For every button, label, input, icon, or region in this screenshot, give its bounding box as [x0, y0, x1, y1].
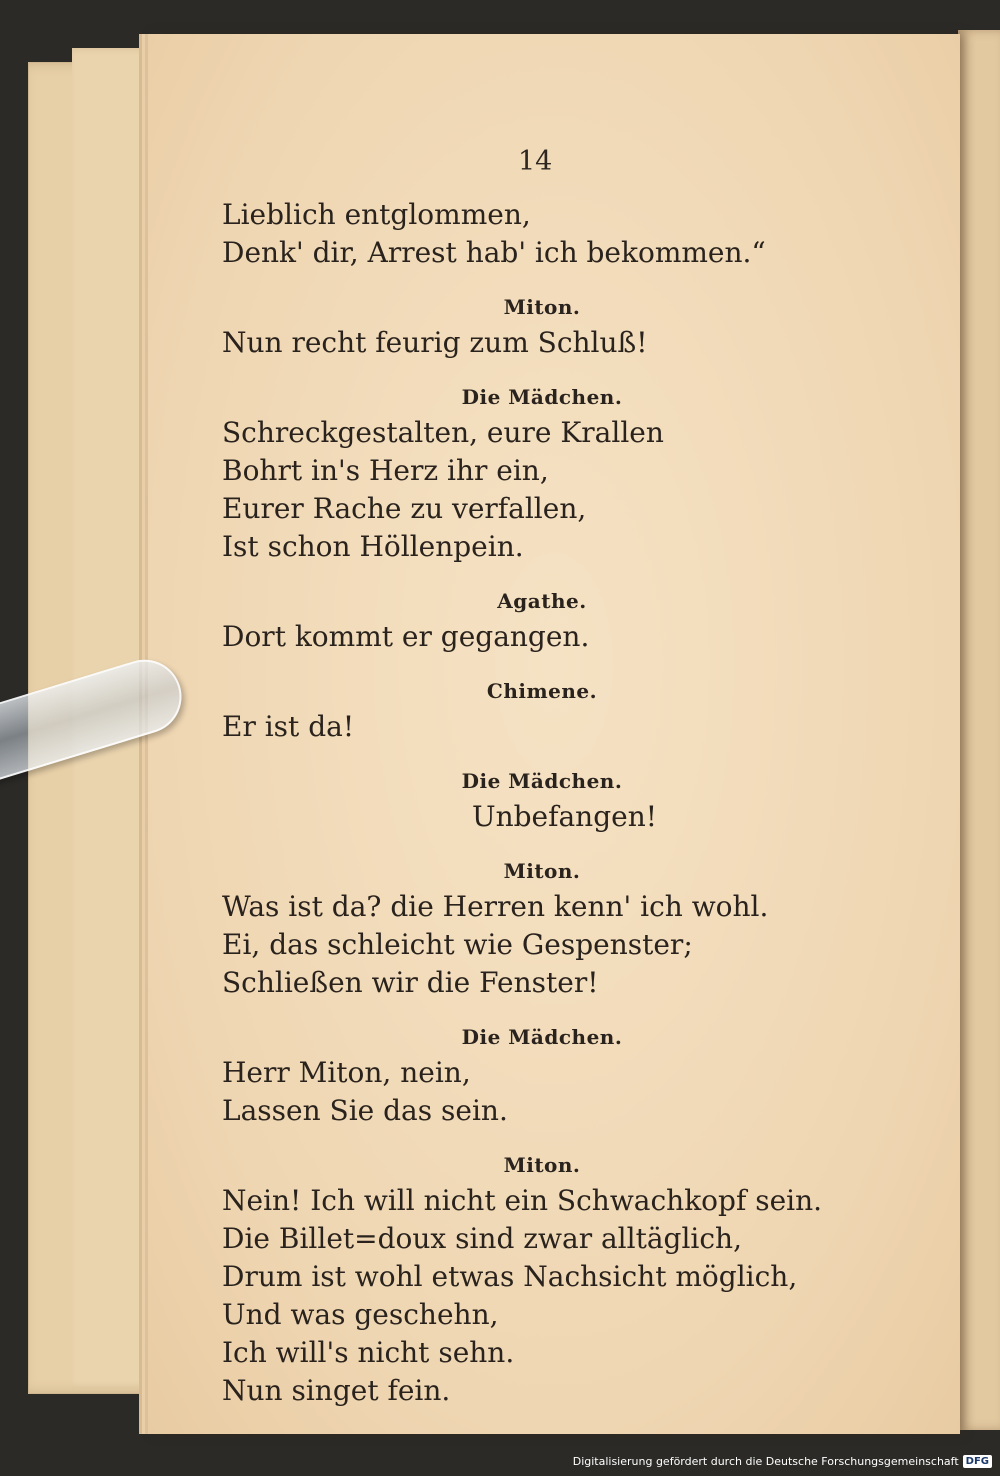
verse-line: Ei, das schleicht wie Gespenster;: [222, 928, 693, 961]
verse-line: Eurer Rache zu verfallen,: [222, 492, 587, 525]
verse-line: Unbefangen!: [472, 800, 657, 833]
spacer: [222, 272, 862, 286]
spacer: [222, 362, 862, 376]
verse-line: Lieblich entglommen,: [222, 198, 531, 231]
verse-line: Schließen wir die Fenster!: [222, 966, 599, 999]
funding-credit: Digitalisierung gefördert durch die Deutsche Forschungsgemeinschaft: [572, 1454, 959, 1468]
verse-line: Herr Miton, nein,: [222, 1056, 471, 1089]
spacer: [222, 746, 862, 760]
verse-line: Und was geschehn,: [222, 1298, 499, 1331]
verse-line: Dort kommt er gegangen.: [222, 620, 590, 653]
verse-line: Die Billet=doux sind zwar alltäglich,: [222, 1222, 742, 1255]
play-text: [222, 196, 862, 1410]
verse-line: Bohrt in's Herz ihr ein,: [222, 454, 549, 487]
facing-page-edge: [958, 30, 1000, 1430]
spacer: [222, 836, 862, 850]
speaker-name: Agathe.: [497, 589, 587, 613]
speaker-name: Chimene.: [486, 679, 598, 703]
verse-line: Was ist da? die Herren kenn' ich wohl.: [222, 890, 769, 923]
verse-line: Lassen Sie das sein.: [222, 1094, 508, 1127]
verse-line: Ich will's nicht sehn.: [222, 1336, 515, 1369]
verse-line: Schreckgestalten, eure Krallen: [222, 416, 664, 449]
spacer: [222, 566, 862, 580]
speaker-name: Miton.: [503, 859, 581, 883]
verse-line: Nun recht feurig zum Schluß!: [222, 326, 648, 359]
speaker-name: Miton.: [503, 1153, 581, 1177]
book-page: [148, 34, 960, 1434]
spacer: [222, 656, 862, 670]
verse-line: Drum ist wohl etwas Nachsicht möglich,: [222, 1260, 798, 1293]
verse-line: Nein! Ich will nicht ein Schwachkopf sein.: [222, 1184, 823, 1217]
speaker-name: Die Mädchen.: [461, 1025, 623, 1049]
verse-line: Er ist da!: [222, 710, 355, 743]
speaker-name: Die Mädchen.: [461, 769, 623, 793]
digitization-footer: [573, 1452, 992, 1470]
speaker-name: Miton.: [503, 295, 581, 319]
verse-line: Nun singet fein.: [222, 1374, 451, 1407]
spacer: [222, 1130, 862, 1144]
page-number: 14: [518, 146, 553, 177]
spacer: [222, 1002, 862, 1016]
speaker-name: Die Mädchen.: [461, 385, 623, 409]
verse-line: Denk' dir, Arrest hab' ich bekommen.“: [222, 236, 766, 269]
verse-line: Ist schon Höllenpein.: [222, 530, 524, 563]
dfg-logo: DFG: [963, 1455, 992, 1468]
